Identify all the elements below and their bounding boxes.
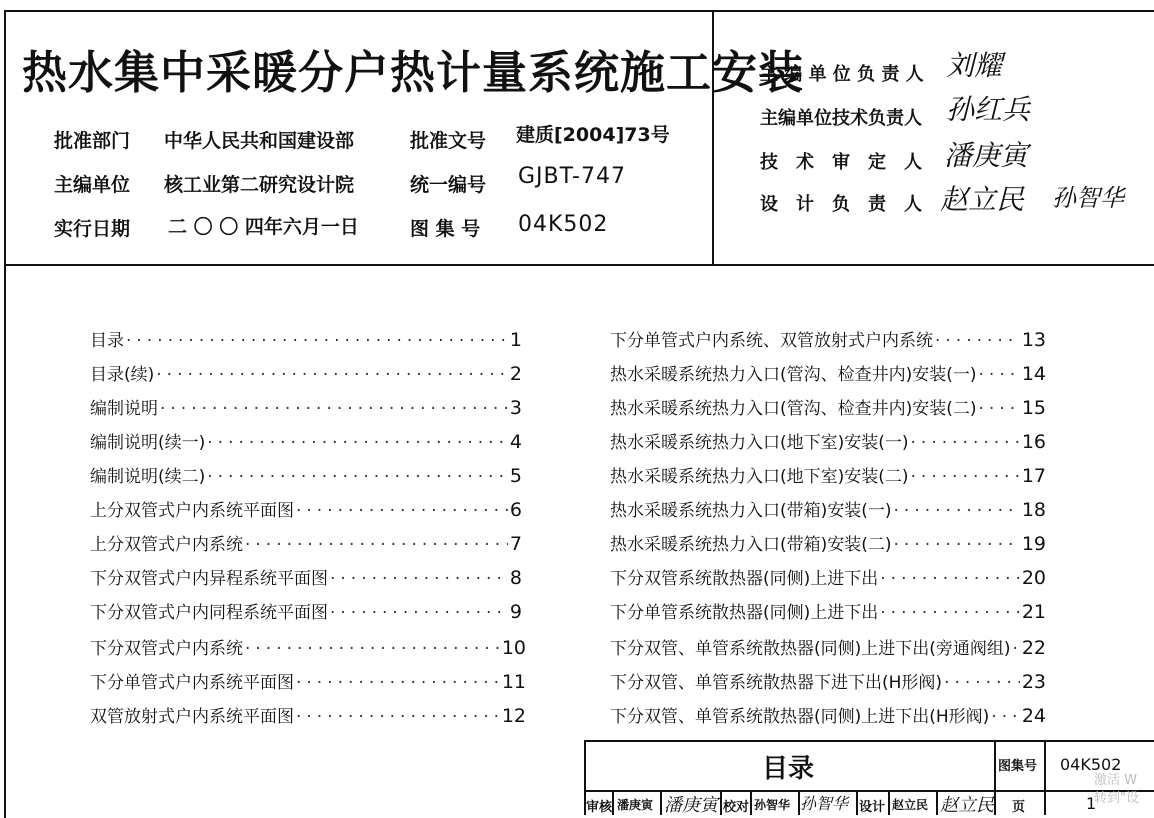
toc-item[interactable]: 下分双管式户内异程系统平面图 ····· 8 [90, 564, 522, 588]
editor-unit-value: 核工业第二研究设计院 [164, 174, 355, 196]
review-role-label: 审核 [586, 800, 613, 815]
design-role-label: 设计 [859, 800, 886, 815]
watermark-line: 转到"设 [1094, 791, 1139, 806]
title-block-divider [750, 790, 752, 815]
toc-item[interactable]: 下分双管式户内系统 ····· 10 [90, 634, 526, 658]
atlas-value: 04K502 [1060, 755, 1122, 774]
unified-no-label: 统一编号 [410, 174, 487, 196]
effective-date-label: 实行日期 [54, 218, 131, 240]
title-block-divider [888, 790, 890, 815]
title-block-divider [936, 790, 938, 815]
design-signature: 赵立民 [940, 795, 994, 816]
approval-dept-value: 中华人民共和国建设部 [164, 130, 355, 152]
toc-item[interactable]: 编制说明 ····· 3 [90, 394, 522, 418]
page-value: 1 [1086, 794, 1097, 813]
editor-unit-label: 主编单位 [54, 174, 131, 196]
design-head-signature-2: 孙智华 [1052, 184, 1124, 212]
review-signature: 潘庚寅 [664, 795, 718, 816]
atlas-no-label: 图 集 号 [410, 218, 481, 240]
toc-item[interactable]: 下分单管系统散热器(同侧)上进下出 ····· 21 [610, 598, 1046, 622]
title-block-divider [720, 790, 722, 815]
unified-no-value: GJBT-747 [518, 164, 626, 189]
toc-item[interactable]: 热水采暖系统热力入口(地下室)安装(一) ····· 16 [610, 428, 1046, 452]
approval-dept-label: 批准部门 [54, 130, 131, 152]
design-name: 赵立民 [892, 798, 929, 812]
title-block-divider [994, 740, 996, 815]
toc-item[interactable]: 目录(续) ····· 2 [90, 360, 522, 384]
title-block-title: 目录 [762, 754, 815, 784]
review-name: 潘庚寅 [617, 798, 654, 812]
toc-item[interactable]: 目录 ····· 1 [90, 326, 522, 350]
toc-item[interactable]: 热水采暖系统热力入口(带箱)安装(一) ····· 18 [610, 496, 1046, 520]
check-role-label: 校对 [723, 800, 750, 815]
review-label: 技术审定人 [760, 152, 940, 173]
toc-item[interactable]: 下分双管式户内同程系统平面图 ····· 9 [90, 598, 522, 622]
atlas-label: 图集号 [998, 759, 1038, 774]
review-signature: 潘庚寅 [944, 139, 1029, 172]
unit-head-signature: 刘耀 [946, 49, 1003, 82]
effective-date-value: 二 〇 〇 四年六月一日 [168, 216, 359, 238]
page-label: 页 [1012, 800, 1026, 815]
design-head-label: 设计负责人 [760, 194, 940, 215]
toc-item[interactable]: 上分双管式户内系统 ····· 7 [90, 530, 522, 554]
watermark-line: 激活 W [1094, 773, 1137, 788]
toc-item[interactable]: 热水采暖系统热力入口(带箱)安装(二) ····· 19 [610, 530, 1046, 554]
toc-item[interactable]: 下分双管系统散热器(同侧)上进下出 ····· 20 [610, 564, 1046, 588]
toc-item[interactable]: 热水采暖系统热力入口(地下室)安装(二) ····· 17 [610, 462, 1046, 486]
atlas-no-value: 04K502 [518, 212, 609, 237]
toc-item[interactable]: 上分双管式户内系统平面图 ····· 6 [90, 496, 522, 520]
toc-item[interactable]: 下分双管、单管系统散热器(同侧)上进下出(旁通阀组) ····· 22 [610, 634, 1046, 658]
toc-item[interactable]: 下分单管式户内系统、双管放射式户内系统 ····· 13 [610, 326, 1046, 350]
title-block-divider [660, 790, 662, 815]
toc-item[interactable]: 热水采暖系统热力入口(管沟、检查井内)安装(二) ····· 15 [610, 394, 1046, 418]
toc-item[interactable]: 双管放射式户内系统平面图 ····· 12 [90, 702, 526, 726]
toc-item[interactable]: 编制说明(续二) ····· 5 [90, 462, 522, 486]
toc-item[interactable]: 下分双管、单管系统散热器(同侧)上进下出(H形阀) ····· 24 [610, 702, 1046, 726]
approval-doc-value: 建质[2004]73号 [516, 124, 670, 146]
design-head-signature: 赵立民 [940, 183, 1025, 216]
title-block-divider [612, 790, 614, 815]
title-block-divider [856, 790, 858, 815]
tech-head-signature: 孙红兵 [946, 93, 1031, 126]
check-signature: 孙智华 [800, 794, 849, 813]
tech-head-label: 主编单位技术负责人 [760, 108, 922, 129]
toc-item[interactable]: 热水采暖系统热力入口(管沟、检查井内)安装(一) ····· 14 [610, 360, 1046, 384]
unit-head-label: 主 编 单 位 负 责 人 [760, 64, 924, 85]
toc-item[interactable]: 下分双管、单管系统散热器下进下出(H形阀) ····· 23 [610, 668, 1046, 692]
check-name: 孙智华 [754, 798, 791, 812]
title-block-divider [1044, 740, 1046, 815]
activation-watermark [1094, 772, 1139, 808]
toc-item[interactable]: 编制说明(续一) ····· 4 [90, 428, 522, 452]
main-title: 热水集中采暖分户热计量系统施工安装 [22, 46, 805, 99]
toc-item[interactable]: 下分单管式户内系统平面图 ····· 11 [90, 668, 526, 692]
approval-doc-label: 批准文号 [410, 130, 487, 152]
